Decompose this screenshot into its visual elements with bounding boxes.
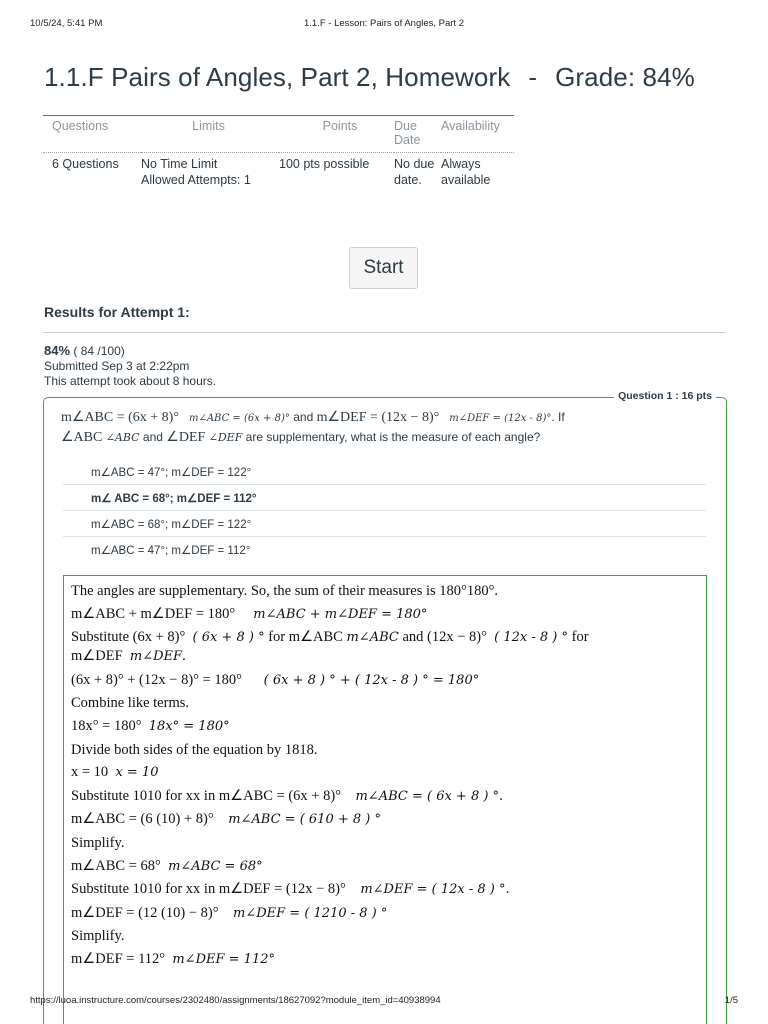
expr-plain: for (571, 629, 589, 646)
q-if: . If (551, 410, 565, 424)
header-limits: Limits (141, 116, 279, 153)
explanation-line (71, 880, 706, 899)
details-header-row (43, 116, 514, 153)
expr-math: m∠ABC (346, 630, 399, 646)
expr-math: m∠ABC = ( 610 + 8 ) ° (228, 812, 381, 828)
expr-math: m∠DEF = ( 12x - 8 ) °. (360, 882, 510, 898)
explanation-line: The angles are supplementary. So, the sum of their measures is 180°180°. (71, 583, 499, 599)
expr-plain: m∠DEF = (12 (10) − 8)° (71, 904, 219, 921)
limits-cell (141, 153, 279, 189)
answer-option: m∠ABC = 68°; m∠DEF = 122° (63, 511, 706, 537)
title-separator: - (528, 62, 538, 92)
expr-math: ( 6x + 8 ) ° (192, 630, 265, 646)
due-date: No due date. (394, 157, 435, 187)
q-mabc-math: m∠ABC = (6x + 8)° (188, 413, 290, 424)
print-document-title: 1.1.F - Lesson: Pairs of Angles, Part 2 (304, 18, 464, 29)
answer-option-selected: m∠ ABC = 68°; m∠DEF = 112° (63, 485, 706, 511)
expr-math: m∠ABC + m∠DEF = 180° (253, 606, 428, 622)
score-percent: 84% (44, 343, 71, 358)
question-card (43, 390, 727, 1024)
header-points: Points (279, 116, 394, 153)
expr-math: m∠DEF = 112° (172, 951, 275, 967)
q-mdef-math: m∠DEF = (12x - 8)° (449, 413, 552, 424)
attempt-summary (44, 343, 216, 389)
print-footer (30, 995, 738, 1009)
q-mabc-plain: m∠ABC = (6x + 8)° (61, 410, 179, 425)
expr-math: m∠DEF (129, 649, 183, 665)
q-def-math: ∠DEF (208, 431, 243, 444)
explanation-line (71, 810, 706, 829)
expr-plain: m∠DEF (71, 648, 123, 665)
explanation-line (71, 628, 631, 666)
expr-plain: (6x + 8)° + (12x − 8)° = 180° (71, 671, 242, 688)
expr-plain: m∠ABC = (6 (10) + 8)° (71, 811, 214, 828)
expr-math: 18x° = 180° (148, 718, 230, 734)
header-due-date: Due Date (394, 116, 441, 153)
submitted-time: Submitted Sep 3 at 2:22pm (44, 359, 190, 373)
expr-plain: x = 10 (71, 764, 109, 781)
explanation-line (71, 671, 706, 690)
q-and: and (293, 410, 314, 424)
answer-option: m∠ABC = 47°; m∠DEF = 112° (91, 545, 251, 557)
question-text (61, 408, 681, 447)
availability: Always available (441, 157, 491, 187)
q-mdef-plain: m∠DEF = (12x − 8)° (316, 410, 440, 425)
expr-plain: m∠DEF = 112° (71, 950, 166, 967)
expr-math: x = 10 (115, 765, 159, 781)
expr-plain: 18x° = 180° (71, 717, 142, 734)
q-abc-plain: ∠ABC (61, 430, 103, 445)
results-heading: Results for Attempt 1: (44, 304, 190, 320)
q-def-plain: ∠DEF (166, 430, 206, 445)
header-questions: Questions (43, 116, 141, 153)
start-button[interactable]: Start (349, 247, 418, 289)
assignment-details-table (43, 115, 514, 188)
print-url: https://luoa.instructure.com/courses/2302480/assignments/18627092?module_item_id=40938994 (30, 995, 441, 1006)
expr-plain: Substitute (6x + 8)° (71, 629, 186, 646)
expr-plain: Substitute 1010 for xx in m∠DEF = (12x − 8)° (71, 881, 346, 898)
explanation-line (71, 904, 706, 923)
grade-label: Grade: 84% (555, 62, 695, 92)
score-points: ( 84 /100) (73, 344, 125, 358)
explanation-line (71, 717, 706, 736)
answer-list (63, 459, 706, 563)
expr-plain: m∠ABC + m∠DEF = 180° (71, 605, 236, 622)
expr-plain: Substitute 1010 for xx in m∠ABC = (6x + 8)° (71, 787, 341, 804)
header-availability: Availability (441, 116, 514, 153)
expr-plain: m∠ABC = 68° (71, 857, 161, 874)
allowed-attempts: Allowed Attempts: 1 (141, 172, 251, 187)
attempt-score-line (44, 343, 216, 359)
details-row (43, 153, 514, 189)
expr-math: m∠ABC = ( 6x + 8 ) °. (355, 788, 504, 804)
q-abc-math: ∠ABC (105, 431, 140, 444)
expr-math: m∠ABC = 68° (168, 858, 263, 874)
explanation-line (71, 950, 706, 969)
attempt-duration: This attempt took about 8 hours. (44, 374, 217, 388)
expr-plain: . (182, 648, 186, 665)
divider (43, 332, 726, 333)
print-datetime: 10/5/24, 5:41 PM (30, 18, 103, 29)
explanation-line: Combine like terms. (71, 695, 189, 712)
expr-math: m∠DEF = ( 1210 - 8 ) ° (233, 905, 388, 921)
page-title (44, 62, 695, 93)
expr-plain: for m∠ABC (268, 629, 343, 646)
q-tail: are supplementary, what is the measure of each angle? (245, 430, 541, 444)
points-possible: 100 pts possible (279, 157, 370, 171)
print-header (30, 18, 738, 32)
print-page-number: 1/5 (724, 995, 738, 1006)
expr-math: ( 6x + 8 ) ° + ( 12x - 8 ) ° = 180° (263, 672, 480, 688)
answer-explanation (63, 575, 707, 1024)
explanation-line (71, 763, 706, 782)
explanation-line: Simplify. (71, 928, 125, 945)
answer-option: m∠ABC = 47°; m∠DEF = 122° (63, 459, 706, 485)
assignment-name: 1.1.F Pairs of Angles, Part 2, Homework (44, 62, 511, 92)
explanation-line: Divide both sides of the equation by 1818. (71, 741, 318, 758)
expr-plain: and (12x − 8)° (402, 629, 487, 646)
q-and-2: and (142, 430, 163, 444)
time-limit: No Time Limit (141, 157, 218, 171)
expr-math: ( 12x - 8 ) ° (494, 630, 568, 646)
explanation-line: Simplify. (71, 834, 125, 851)
explanation-line (71, 787, 706, 806)
question-label: Question 1 : 16 pts (614, 390, 716, 402)
explanation-line (71, 857, 706, 876)
questions-count: 6 Questions (52, 157, 119, 171)
explanation-line (71, 605, 706, 624)
